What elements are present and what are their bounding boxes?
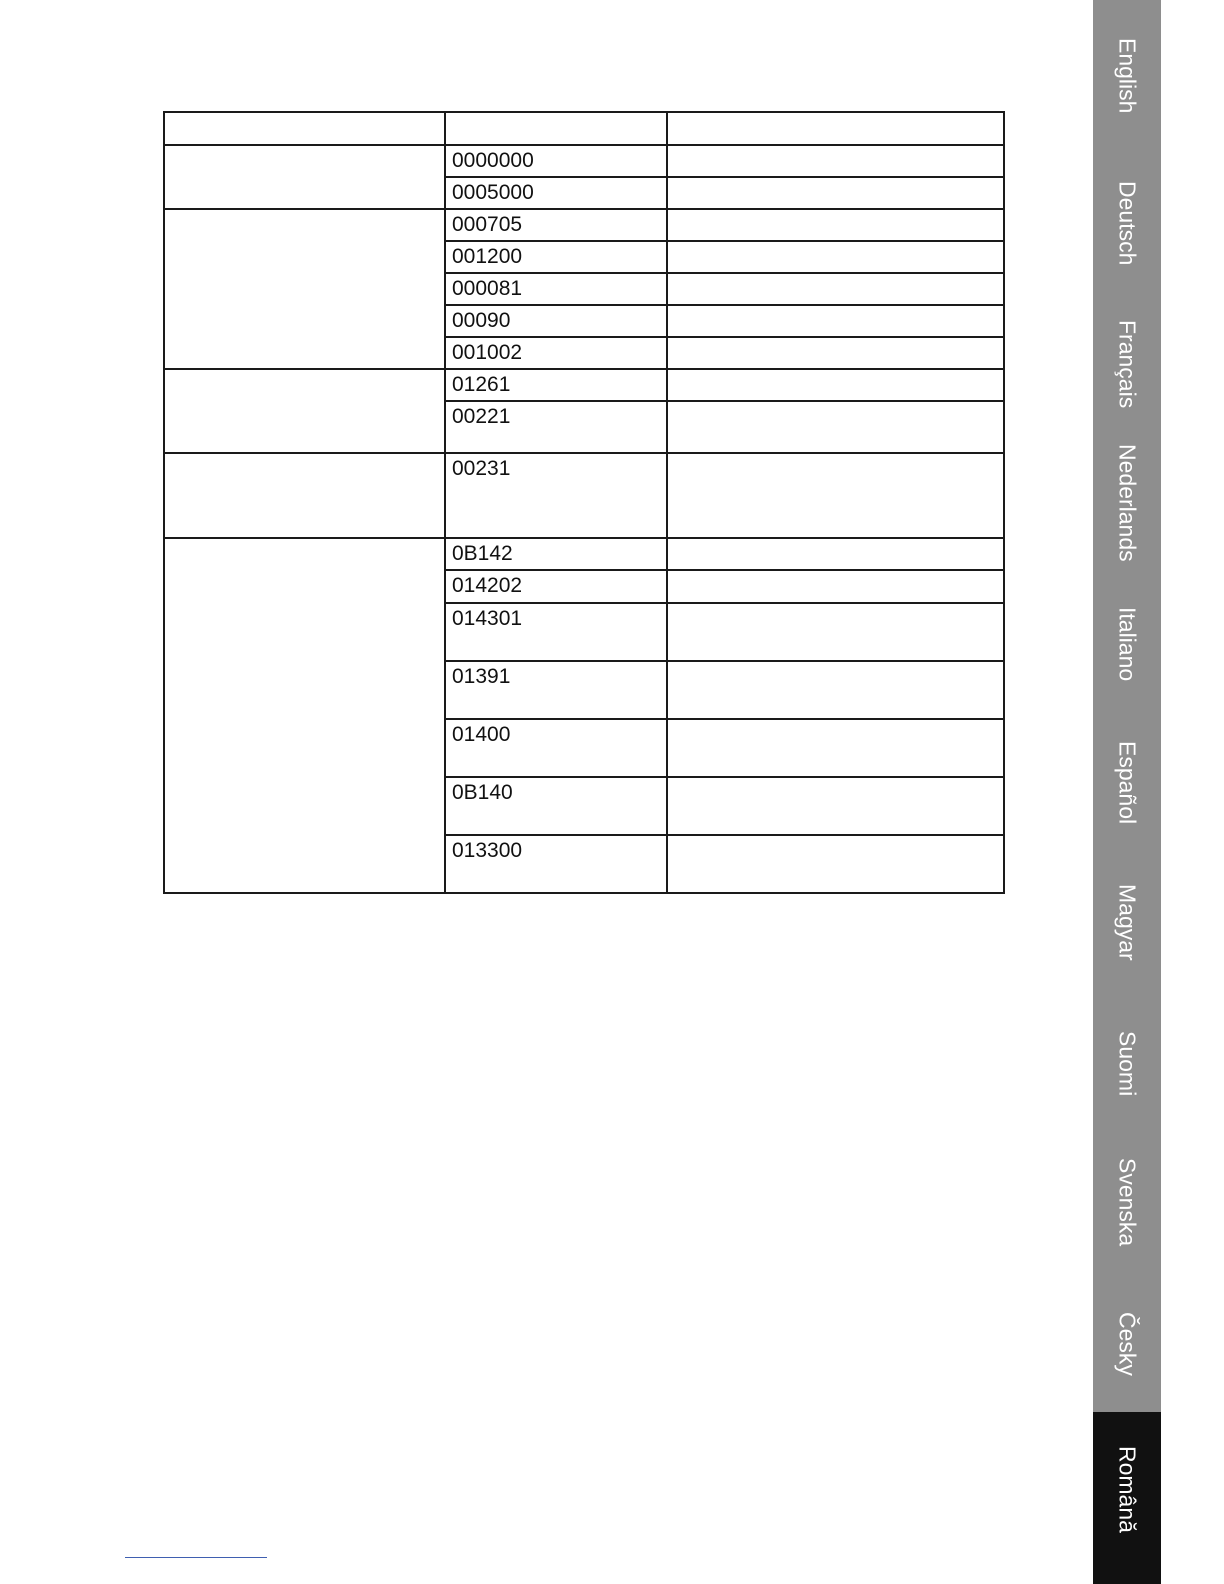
language-tab-label: English <box>1114 38 1141 114</box>
language-tab-label: Français <box>1114 320 1141 409</box>
footer-link-underline <box>125 1557 267 1558</box>
language-tab-label: Italiano <box>1114 607 1141 682</box>
language-tab-deutsch[interactable] <box>1093 140 1161 281</box>
group-cell <box>164 209 445 369</box>
table-row <box>164 209 1004 241</box>
code-cell: 001200 <box>445 241 667 273</box>
language-tab-english[interactable] <box>1093 0 1161 140</box>
language-tab-label: Suomi <box>1114 1031 1141 1097</box>
table-cell <box>667 241 1004 273</box>
group-cell <box>164 369 445 453</box>
table-cell <box>667 305 1004 337</box>
code-cell: 013300 <box>445 835 667 893</box>
language-tab-label: Nederlands <box>1114 444 1141 562</box>
table-row <box>164 538 1004 570</box>
code-cell: 014202 <box>445 570 667 603</box>
table-cell <box>667 661 1004 719</box>
language-tab-francais[interactable] <box>1093 281 1161 422</box>
code-cell: 01391 <box>445 661 667 719</box>
table-cell <box>667 719 1004 777</box>
table-cell <box>667 401 1004 453</box>
language-tab-espanol[interactable] <box>1093 704 1161 845</box>
code-cell: 000705 <box>445 209 667 241</box>
code-cell: 01400 <box>445 719 667 777</box>
code-cell: 001002 <box>445 337 667 369</box>
language-tab-label: Deutsch <box>1114 181 1141 266</box>
table-cell <box>667 145 1004 177</box>
table-cell <box>667 369 1004 401</box>
language-tab-romana[interactable] <box>1093 1412 1161 1584</box>
table-cell <box>667 273 1004 305</box>
table-cell <box>667 777 1004 835</box>
table-cell <box>667 112 1004 145</box>
code-cell: 0000000 <box>445 145 667 177</box>
language-tab-suomi[interactable] <box>1093 986 1161 1127</box>
table-cell <box>667 337 1004 369</box>
language-tab-nederlands[interactable] <box>1093 422 1161 563</box>
language-tab-label: Română <box>1114 1446 1141 1533</box>
group-cell <box>164 145 445 209</box>
table-row <box>164 369 1004 401</box>
code-cell: 00231 <box>445 453 667 538</box>
table-cell <box>667 538 1004 570</box>
language-tab-svenska[interactable] <box>1093 1127 1161 1268</box>
language-tab-italiano[interactable] <box>1093 563 1161 704</box>
language-tab-strip <box>1093 0 1161 1584</box>
code-cell: 000081 <box>445 273 667 305</box>
table-cell <box>445 112 667 145</box>
language-tab-label: Español <box>1114 741 1141 825</box>
group-cell <box>164 453 445 538</box>
code-cell: 01261 <box>445 369 667 401</box>
language-tab-label: Magyar <box>1114 884 1141 961</box>
table-cell <box>667 603 1004 661</box>
code-cell: 014301 <box>445 603 667 661</box>
codes-table <box>163 111 1005 894</box>
table-cell <box>667 177 1004 209</box>
language-tab-cesky[interactable] <box>1093 1268 1161 1412</box>
code-cell: 00221 <box>445 401 667 453</box>
code-cell: 0005000 <box>445 177 667 209</box>
table-cell <box>164 112 445 145</box>
table-row <box>164 145 1004 177</box>
table-cell <box>667 453 1004 538</box>
language-tab-label: Svenska <box>1114 1158 1141 1247</box>
table-header-row <box>164 112 1004 145</box>
code-cell: 0B142 <box>445 538 667 570</box>
table-cell <box>667 209 1004 241</box>
code-cell: 00090 <box>445 305 667 337</box>
group-cell <box>164 538 445 893</box>
language-tab-label: Česky <box>1114 1312 1141 1376</box>
code-cell: 0B140 <box>445 777 667 835</box>
table-row <box>164 453 1004 538</box>
table-cell <box>667 835 1004 893</box>
language-tab-magyar[interactable] <box>1093 845 1161 986</box>
table-cell <box>667 570 1004 603</box>
